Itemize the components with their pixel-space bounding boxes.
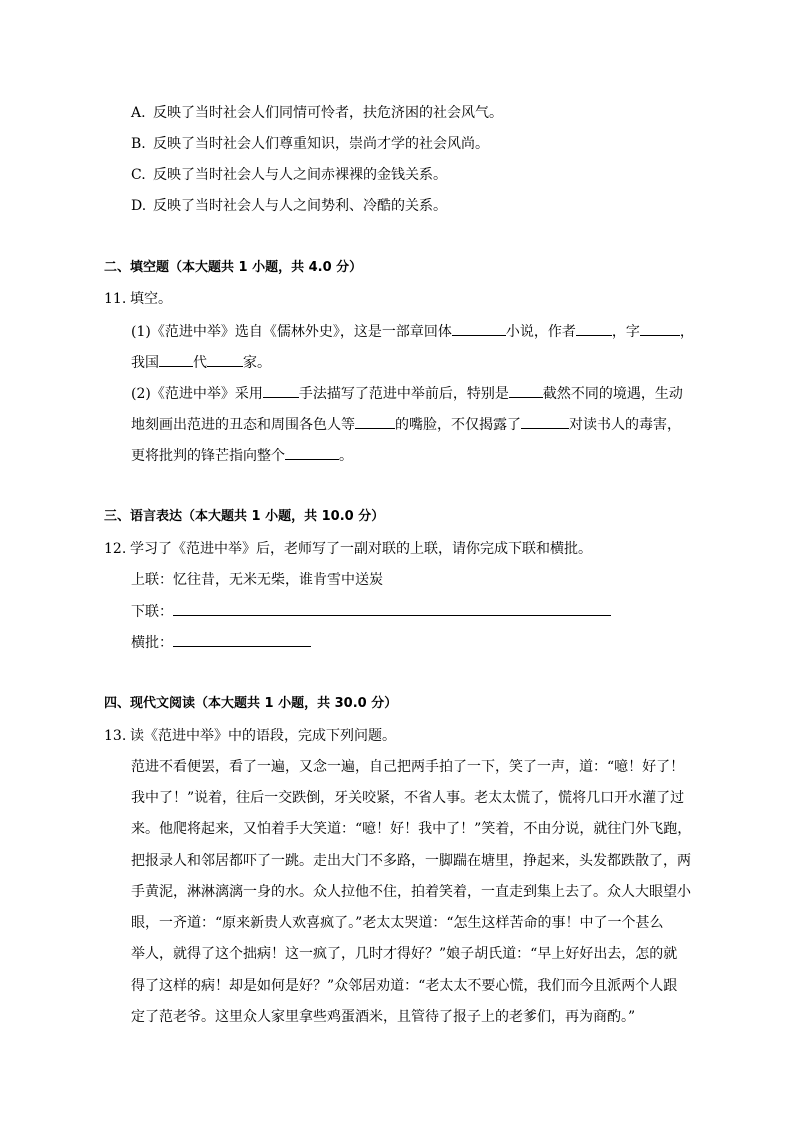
- option-label: A.: [131, 105, 146, 121]
- passage-line: 手黄泥，淋淋漓漓一身的水。众人拉他不住，拍着笑着，一直走到集上去了。众人大眼望小: [131, 884, 691, 900]
- answer-blank[interactable]: [452, 321, 506, 336]
- passage-line: 范进不看便罢，看了一遍，又念一遍，自己把两手拍了一下，笑了一声，道：“噫！好了！: [131, 759, 685, 775]
- text-segment: 截然不同的境遇，生动: [542, 386, 683, 402]
- answer-blank[interactable]: [355, 414, 395, 429]
- text-segment: (2)《范进中举》采用: [131, 386, 263, 402]
- q11-part1-line1: [131, 321, 694, 342]
- text-segment: 的嘴脸，不仅揭露了: [395, 417, 521, 433]
- answer-blank[interactable]: [640, 321, 680, 336]
- question-number: 12.: [104, 541, 127, 557]
- text-segment: 手法描写了范进中举前后，特别是: [298, 386, 509, 402]
- passage-line: 眼，一齐道：“原来新贵人欢喜疯了。”老太太哭道：“怎生这样苦命的事！中了一个甚么: [131, 915, 664, 931]
- q11-part2-line2: [131, 414, 681, 435]
- text-segment: ，: [679, 324, 694, 340]
- question-number: 13.: [104, 728, 127, 744]
- field-label: 横批：: [131, 635, 173, 651]
- answer-blank[interactable]: [521, 414, 569, 429]
- couplet-lower-blank[interactable]: [173, 601, 611, 616]
- question-number: 11.: [104, 291, 127, 307]
- text-segment: 代: [193, 355, 207, 371]
- question-text: 填空。: [130, 291, 172, 307]
- passage-line: 得了这样的病！却是如何是好？”众邻居劝道：“老太太不要心慌，我们而今且派两个人跟: [131, 978, 678, 994]
- q11-part1-line2: [131, 352, 271, 373]
- option-a: [131, 103, 503, 123]
- option-d: [131, 196, 447, 216]
- couplet-upper: 上联：忆往昔，无米无柴，谁肯雪中送炭: [131, 572, 383, 588]
- question-text: 学习了《范进中举》后，老师写了一副对联的上联，请你完成下联和横批。: [130, 541, 592, 557]
- answer-blank[interactable]: [159, 352, 193, 367]
- option-c: [131, 165, 447, 185]
- couplet-lower: [131, 601, 611, 622]
- option-text: 反映了当时社会人们同情可怜者，扶危济困的社会风气。: [153, 105, 503, 121]
- option-text: 反映了当时社会人们尊重知识，崇尚才学的社会风尚。: [153, 136, 489, 152]
- text-segment: 家。: [243, 355, 271, 371]
- option-b: [131, 134, 489, 154]
- answer-blank[interactable]: [509, 383, 543, 398]
- text-segment: 对读书人的毒害，: [569, 417, 681, 433]
- text-segment: 更将批判的锋芒指向整个: [131, 448, 285, 464]
- answer-blank[interactable]: [263, 383, 299, 398]
- option-text: 反映了当时社会人与人之间势利、冷酷的关系。: [153, 198, 447, 214]
- q11-part2-line1: [131, 383, 683, 404]
- option-label: C.: [131, 167, 146, 183]
- couplet-horizontal: [131, 632, 311, 653]
- section-title-fill-blank: 二、填空题（本大题共 1 小题，共 4.0 分）: [104, 260, 363, 275]
- option-text: 反映了当时社会人与人之间赤裸裸的金钱关系。: [153, 167, 447, 183]
- text-segment: 小说，作者: [505, 324, 576, 340]
- passage-line: 来。他爬将起来，又怕着手大笑道：“噫！好！我中了！”笑着，不由分说，就往门外飞跑，: [131, 821, 692, 837]
- answer-blank[interactable]: [207, 352, 243, 367]
- passage-line: 我中了！”说着，往后一交跌倒，牙关咬紧，不省人事。老太太慌了，慌将几口开水灌了过: [131, 790, 685, 806]
- section-title-language: 三、语言表达（本大题共 1 小题，共 10.0 分）: [104, 509, 385, 524]
- question-13: [104, 726, 396, 746]
- q11-part2-line3: [131, 445, 353, 466]
- question-12: [104, 539, 592, 559]
- answer-blank[interactable]: [285, 445, 339, 460]
- passage-line: 举人，就得了这个拙病！这一疯了，几时才得好？”娘子胡氏道：“早上好好出去，怎的就: [131, 946, 678, 962]
- question-text: 读《范进中举》中的语段，完成下列问题。: [130, 728, 396, 744]
- option-label: D.: [131, 198, 147, 214]
- section-title-reading: 四、现代文阅读（本大题共 1 小题，共 30.0 分）: [104, 696, 398, 711]
- couplet-horizontal-blank[interactable]: [173, 632, 311, 647]
- passage-line: 定了范老爷。这里众人家里拿些鸡蛋酒米，且管待了报子上的老爹们，再为商酌。”: [131, 1009, 636, 1025]
- question-11: [104, 289, 172, 309]
- text-segment: 地刻画出范进的丑态和周围各色人等: [131, 417, 355, 433]
- text-segment: 。: [339, 448, 353, 464]
- option-label: B.: [131, 136, 146, 152]
- answer-blank[interactable]: [576, 321, 612, 336]
- passage-line: 把报录人和邻居都吓了一跳。走出大门不多路，一脚踹在塘里，挣起来，头发都跌散了，两: [131, 853, 691, 869]
- text-segment: 我国: [131, 355, 159, 371]
- text-segment: (1)《范进中举》选自《儒林外史》，这是一部章回体: [131, 324, 452, 340]
- text-segment: ，字: [611, 324, 640, 340]
- field-label: 下联：: [131, 604, 173, 620]
